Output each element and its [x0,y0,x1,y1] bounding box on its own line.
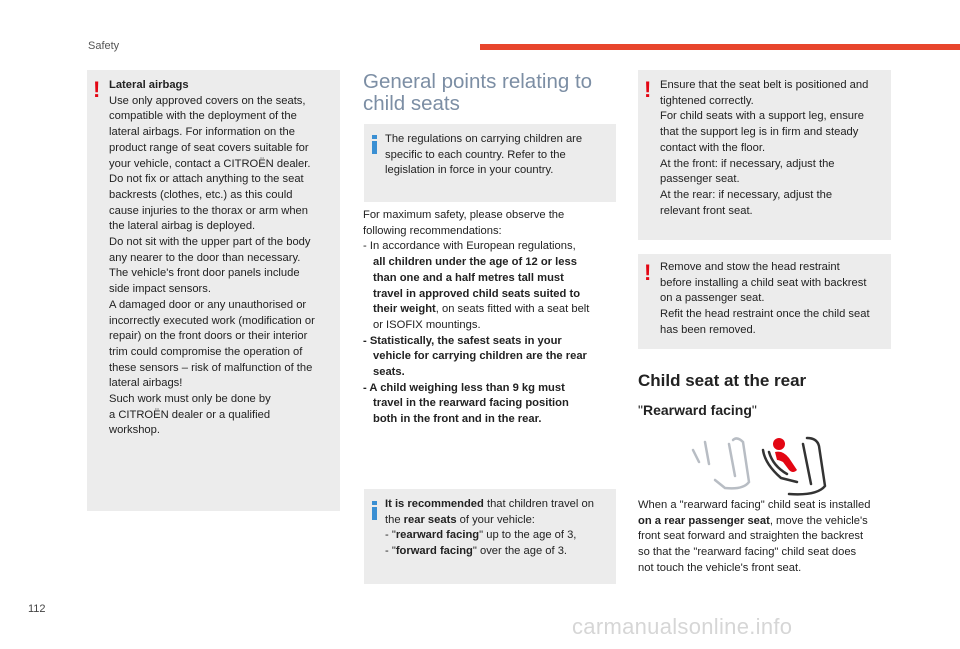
front-seat-icon [693,438,749,488]
child-seat-rear-heading: Child seat at the rear [638,371,807,390]
rearward-facing-text: When a "rearward facing" child seat is installed on a rear passenger seat, move the vehicle's front seat forward and straighten the backrest so that the "rearward facing" child seat does not touch the vehicle's front seat. [638,499,871,574]
regulations-info-box: The regulations on carrying children are specific to each country. Refer to the legislation in force in your country. [364,124,616,202]
recommended-info-box: It is recommended that children travel on the rear seats of your vehicle: - "rearward facing" up to the age of 3, - "forward facing" over the age of 3. [364,489,616,584]
warning-icon: ! [93,77,101,102]
lateral-airbags-warning-box [87,70,340,511]
lateral-airbags-title: Lateral airbags [109,79,189,91]
header-accent-bar [480,44,960,50]
warning-icon: ! [644,260,652,285]
rearward-facing-heading: "Rearward facing" [638,402,757,418]
seat-belt-warning-box: ! Ensure that the seat belt is positioned and tightened correctly. For child seats with a support leg, ensure that the support leg is in firm and steady contact with the floor. At the front: if necessary, adjust the passenger seat. At the rear: if necessary, adjust the relevant front seat. [638,70,891,240]
page-number: 112 [28,603,46,615]
safety-recommendations: For maximum safety, please observe the following recommendations: - In accordance with European regulations, all children under the age of 12 or less than one and a half metres tall must travel in approved child seats suited to their weight, on seats fitted with a seat belt or ISOFIX mountings. - Statistically, the safest seats in your vehicle for carrying children are the rear seats. - A child weighing less than 9 kg must travel in the rearward facing position both in the front and in the rear. [363,209,590,426]
info-icon [372,501,377,520]
warning-icon: ! [644,77,652,102]
info-icon [372,135,377,154]
section-title: Safety [88,40,120,52]
rearward-child-seat-illustration [685,430,830,498]
head-restraint-warning-box: ! Remove and stow the head restraint before installing a child seat with backrest on a passenger seat. Refit the head restraint once the child seat has been removed. [638,254,891,349]
lateral-airbags-text: Use only approved covers on the seats, compatible with the deployment of the lateral airbags. For information on the product range of seat covers suitable for your vehicle, contact a CITROËN dealer. Do not fix or attach anything to the seat backrests (clothes, etc.) as this could cause injuries to the thorax or arm when the lateral airbag is deployed. Do not sit with the upper part of the body any nearer to the door than necessary. The vehicle's front door panels include side impact sensors. A damaged door or any unauthorised or incorrectly executed work (modification or repair) on the front doors or their interior trim could compromise the operation of these sensors – risk of malfunction of the lateral airbags! Such work must only be done by a CITROËN dealer or a qualified workshop. [109,94,315,437]
watermark: carmanualsonline.info [572,614,793,639]
general-points-heading: General points relating to child seats [363,70,593,115]
